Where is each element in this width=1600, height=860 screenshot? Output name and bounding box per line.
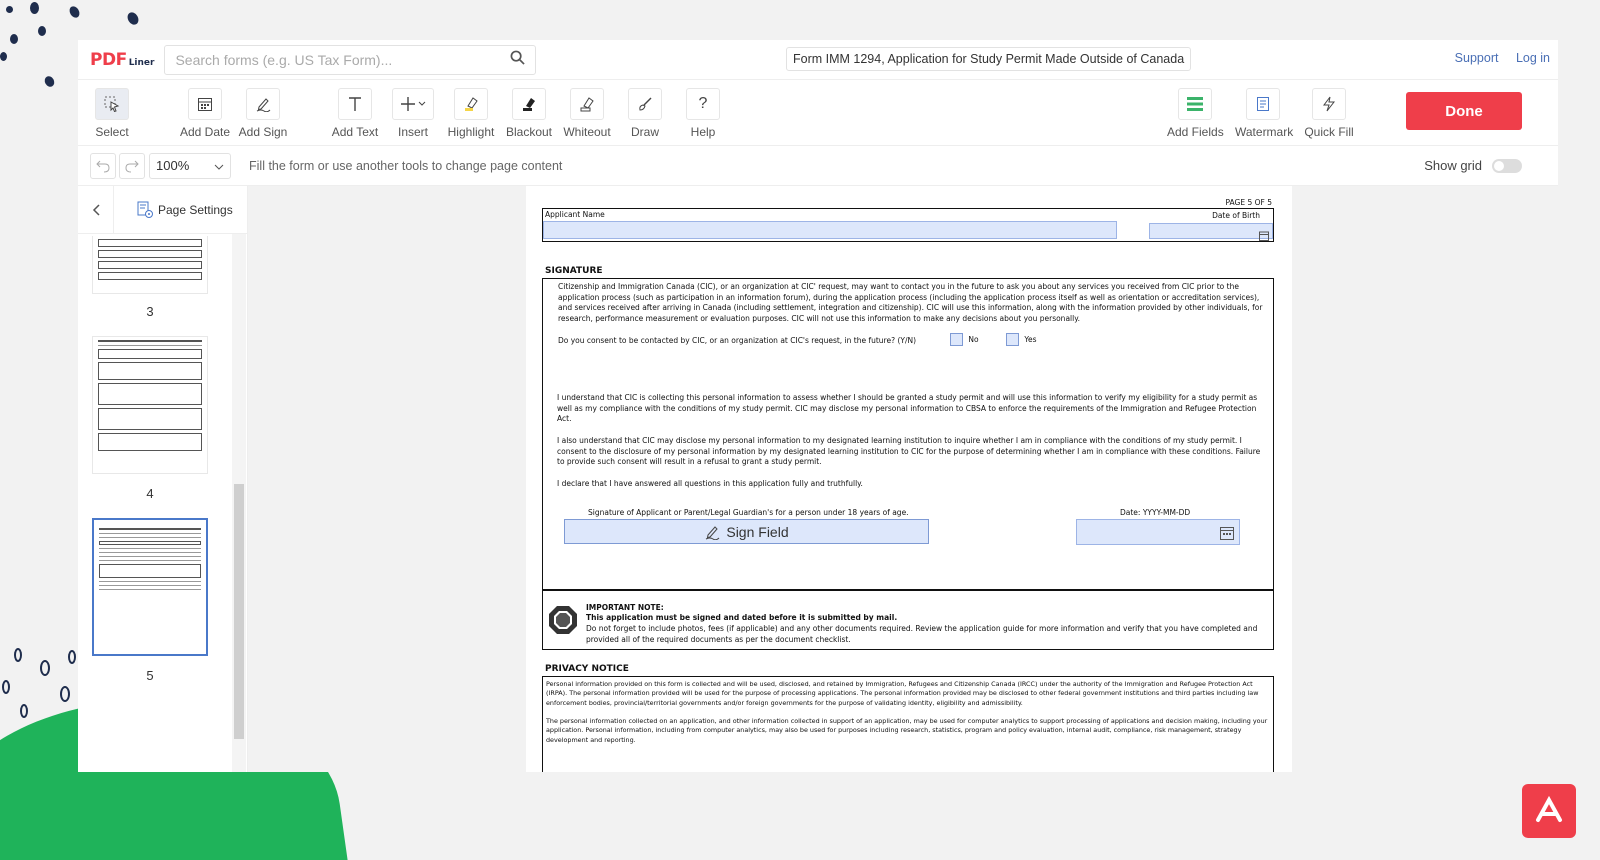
- applicant-name-field[interactable]: [543, 221, 1117, 239]
- calendar-icon: [1259, 226, 1269, 245]
- tool-label: Add Fields: [1167, 125, 1224, 139]
- alert-octagon-icon: [548, 605, 578, 639]
- document-title: Form IMM 1294, Application for Study Permit Made Outside of Canada: [786, 47, 1191, 71]
- signature-section-title: SIGNATURE: [545, 266, 603, 276]
- page-settings-icon: [136, 201, 154, 219]
- pen-sign-icon: [704, 524, 720, 540]
- pdfliner-logo-icon: [1522, 784, 1576, 838]
- page-settings-button[interactable]: [136, 201, 233, 219]
- zoom-select[interactable]: [149, 153, 231, 179]
- show-grid-control: [1424, 158, 1522, 173]
- brand-mark: PDF: [90, 49, 127, 70]
- tool-label: Add Sign: [238, 125, 288, 139]
- chevron-down-icon: [214, 158, 224, 173]
- tool-label: Whiteout: [563, 125, 611, 139]
- tool-add-text[interactable]: [327, 88, 383, 139]
- blackout-icon: [512, 88, 546, 120]
- privacy-notice-title: PRIVACY NOTICE: [545, 664, 629, 674]
- eraser-icon: [570, 88, 604, 120]
- consent-no-option: [950, 333, 979, 346]
- page-indicator: PAGE 5 OF 5: [1225, 198, 1272, 207]
- privacy-paragraph-2: The personal information collected on an application, and other information collected in support of an application, may be used for computer analytics to support processing of applications and decision making, including your application. Personal information, including from computer analytics, may also be used for purposes including research, statistics, program and policy evaluation, internal audit, compliance, risk management, strategy development and reporting.: [546, 717, 1268, 744]
- page-number: 4: [146, 486, 154, 501]
- tool-add-date[interactable]: [177, 88, 233, 139]
- watermark-icon: [1246, 88, 1280, 120]
- redo-icon[interactable]: [119, 153, 145, 179]
- important-note-title: IMPORTANT NOTE:: [586, 603, 664, 612]
- pen-sign-icon: [246, 88, 280, 120]
- page-settings-label: Page Settings: [158, 202, 233, 217]
- top-bar: [78, 40, 1558, 80]
- done-button[interactable]: Done: [1406, 92, 1522, 130]
- calendar-icon: [188, 88, 222, 120]
- consent-yes-checkbox[interactable]: [1006, 333, 1019, 346]
- sign-field[interactable]: [564, 519, 929, 544]
- show-grid-toggle[interactable]: [1492, 159, 1522, 173]
- page-thumbnail-4[interactable]: [92, 336, 208, 474]
- tool-label: Add Text: [331, 125, 379, 139]
- brand-logo[interactable]: [90, 50, 154, 70]
- question-icon: ?: [686, 88, 720, 120]
- tool-select[interactable]: [84, 88, 140, 139]
- plus-icon: [392, 88, 434, 120]
- tool-label: Watermark: [1235, 125, 1294, 139]
- tool-label: Quick Fill: [1304, 125, 1354, 139]
- document-canvas: [248, 186, 1558, 772]
- tool-label: Highlight: [447, 125, 495, 139]
- page-thumbnail-3[interactable]: [92, 236, 208, 294]
- tool-label: Add Date: [179, 125, 231, 139]
- tool-label: Insert: [397, 125, 428, 139]
- signature-paragraph-4: I declare that I have answered all questions in this application fully and truthfully.: [557, 479, 863, 488]
- tool-label: Select: [95, 125, 129, 139]
- tool-label: Help: [690, 125, 716, 139]
- applicant-name-label: Applicant Name: [545, 210, 605, 219]
- sidebar-scrollbar[interactable]: [232, 234, 246, 772]
- calendar-icon: [1220, 525, 1234, 544]
- zoom-value: 100%: [156, 158, 190, 173]
- sign-label: Signature of Applicant or Parent/Legal Guardian's for a person under 18 years of age.: [588, 508, 909, 517]
- consent-yes-option: [1006, 333, 1037, 346]
- tool-draw[interactable]: [617, 88, 673, 139]
- search-input[interactable]: [175, 52, 510, 68]
- search-box: [164, 45, 536, 75]
- tool-add-fields[interactable]: [1167, 88, 1223, 139]
- tool-add-sign[interactable]: [235, 88, 291, 139]
- toolbar: [78, 80, 1558, 146]
- signature-paragraph-2: I understand that CIC is collecting this personal information to assess whether I should be granted a study permit and will use this information to verify my eligibility for a study permit as well as my compliance with the conditions of my study permit. CIC may disclose my personal information to CBSA to enforce the requirements of the Immigration and Refugee Protection Act.: [557, 393, 1258, 423]
- signature-paragraph-1: Citizenship and Immigration Canada (CIC), or an organization at CIC' request, may want to contact you in the future to ask you about any services you received from CIC prior to the application process (such as participation in an information forum), during the application process (including the application process itself as well as orientation or accreditation services), and services received after arriving in Canada (including settlement, integration and citizenship). CIC will use this information, along with the information provided by other individuals, for research, performance measurement or evaluation purposes. CIC will not use this information to make any decisions about you personally.: [558, 282, 1263, 323]
- signature-paragraph-3: I also understand that CIC may disclose my personal information to my designated learning institution to inquire whether I am in compliance with the conditions of my study permit. I consent to the disclosure of my personal information by my designated learning institution to CIC for the purpose of determining whether I am in compliance with these conditions. Failure to provide such consent will result in a refusal to grant a study permit.: [557, 436, 1261, 466]
- tool-highlight[interactable]: [443, 88, 499, 139]
- search-icon[interactable]: [510, 50, 525, 70]
- hint-text: Fill the form or use another tools to change page content: [249, 158, 563, 173]
- sign-date-field[interactable]: [1076, 519, 1240, 545]
- fields-icon: [1178, 88, 1212, 120]
- sidebar-header: [78, 186, 247, 234]
- cursor-icon: [95, 88, 129, 120]
- sub-toolbar: [78, 146, 1558, 186]
- editor-app: [78, 40, 1558, 772]
- page-number: 5: [146, 668, 154, 683]
- brush-icon: [628, 88, 662, 120]
- tool-insert[interactable]: [385, 88, 441, 139]
- tool-label: Draw: [630, 125, 659, 139]
- top-links: [1441, 51, 1550, 65]
- consent-question: Do you consent to be contacted by CIC, or an organization at CIC's request, in the future? (Y/N): [558, 336, 917, 345]
- undo-icon[interactable]: [90, 153, 116, 179]
- pdf-page: [526, 186, 1292, 772]
- bolt-icon: [1312, 88, 1346, 120]
- show-grid-label: Show grid: [1424, 158, 1482, 173]
- page-thumbnail-5[interactable]: [92, 518, 208, 656]
- privacy-paragraph-1: Personal information provided on this form is collected and will be used, disclosed, and retained by Immigration, Refugees and Citizenship Canada (IRCC) under the authority of the Immigration and Refugee Protection Act (IRPA). The personal information provided will be used for the purpose of processing applications. The personal information provided may be disclosed to other federal government institutions and third parties including law enforcement bodies, provincial/territorial governments and/or foreign governments for the purpose of validating identity, eligibility and admissibility.: [546, 680, 1259, 707]
- text-icon: [338, 88, 372, 120]
- important-note-bold: This application must be signed and dated before it is submitted by mail.: [586, 613, 898, 622]
- tool-blackout[interactable]: [501, 88, 557, 139]
- tool-quick-fill[interactable]: [1301, 88, 1357, 139]
- login-link[interactable]: Log in: [1515, 51, 1550, 65]
- tool-watermark[interactable]: [1235, 88, 1294, 139]
- tool-whiteout[interactable]: [559, 88, 615, 139]
- dob-field[interactable]: [1149, 223, 1273, 239]
- page-number: 3: [146, 304, 154, 319]
- brand-sub: Liner: [128, 57, 155, 68]
- consent-no-label: No: [968, 334, 979, 344]
- tool-label: Blackout: [505, 125, 553, 139]
- chevron-left-icon[interactable]: [78, 186, 114, 234]
- tool-help[interactable]: [675, 88, 731, 139]
- consent-no-checkbox[interactable]: [950, 333, 963, 346]
- consent-yes-label: Yes: [1024, 334, 1037, 344]
- support-link[interactable]: Support: [1454, 51, 1499, 65]
- dob-label: Date of Birth: [1212, 211, 1260, 220]
- sign-date-label: Date: YYYY-MM-DD: [1120, 508, 1191, 517]
- highlighter-icon: [454, 88, 488, 120]
- scrollbar-thumb[interactable]: [234, 484, 244, 739]
- sign-field-label: Sign Field: [726, 523, 789, 540]
- page-sidebar: [78, 186, 248, 772]
- important-note-text: Do not forget to include photos, fees (if applicable) and any other documents required. Review the application guide for more information and verify that you have completed and provided all of the required documents as per the document checklist.: [586, 624, 1258, 644]
